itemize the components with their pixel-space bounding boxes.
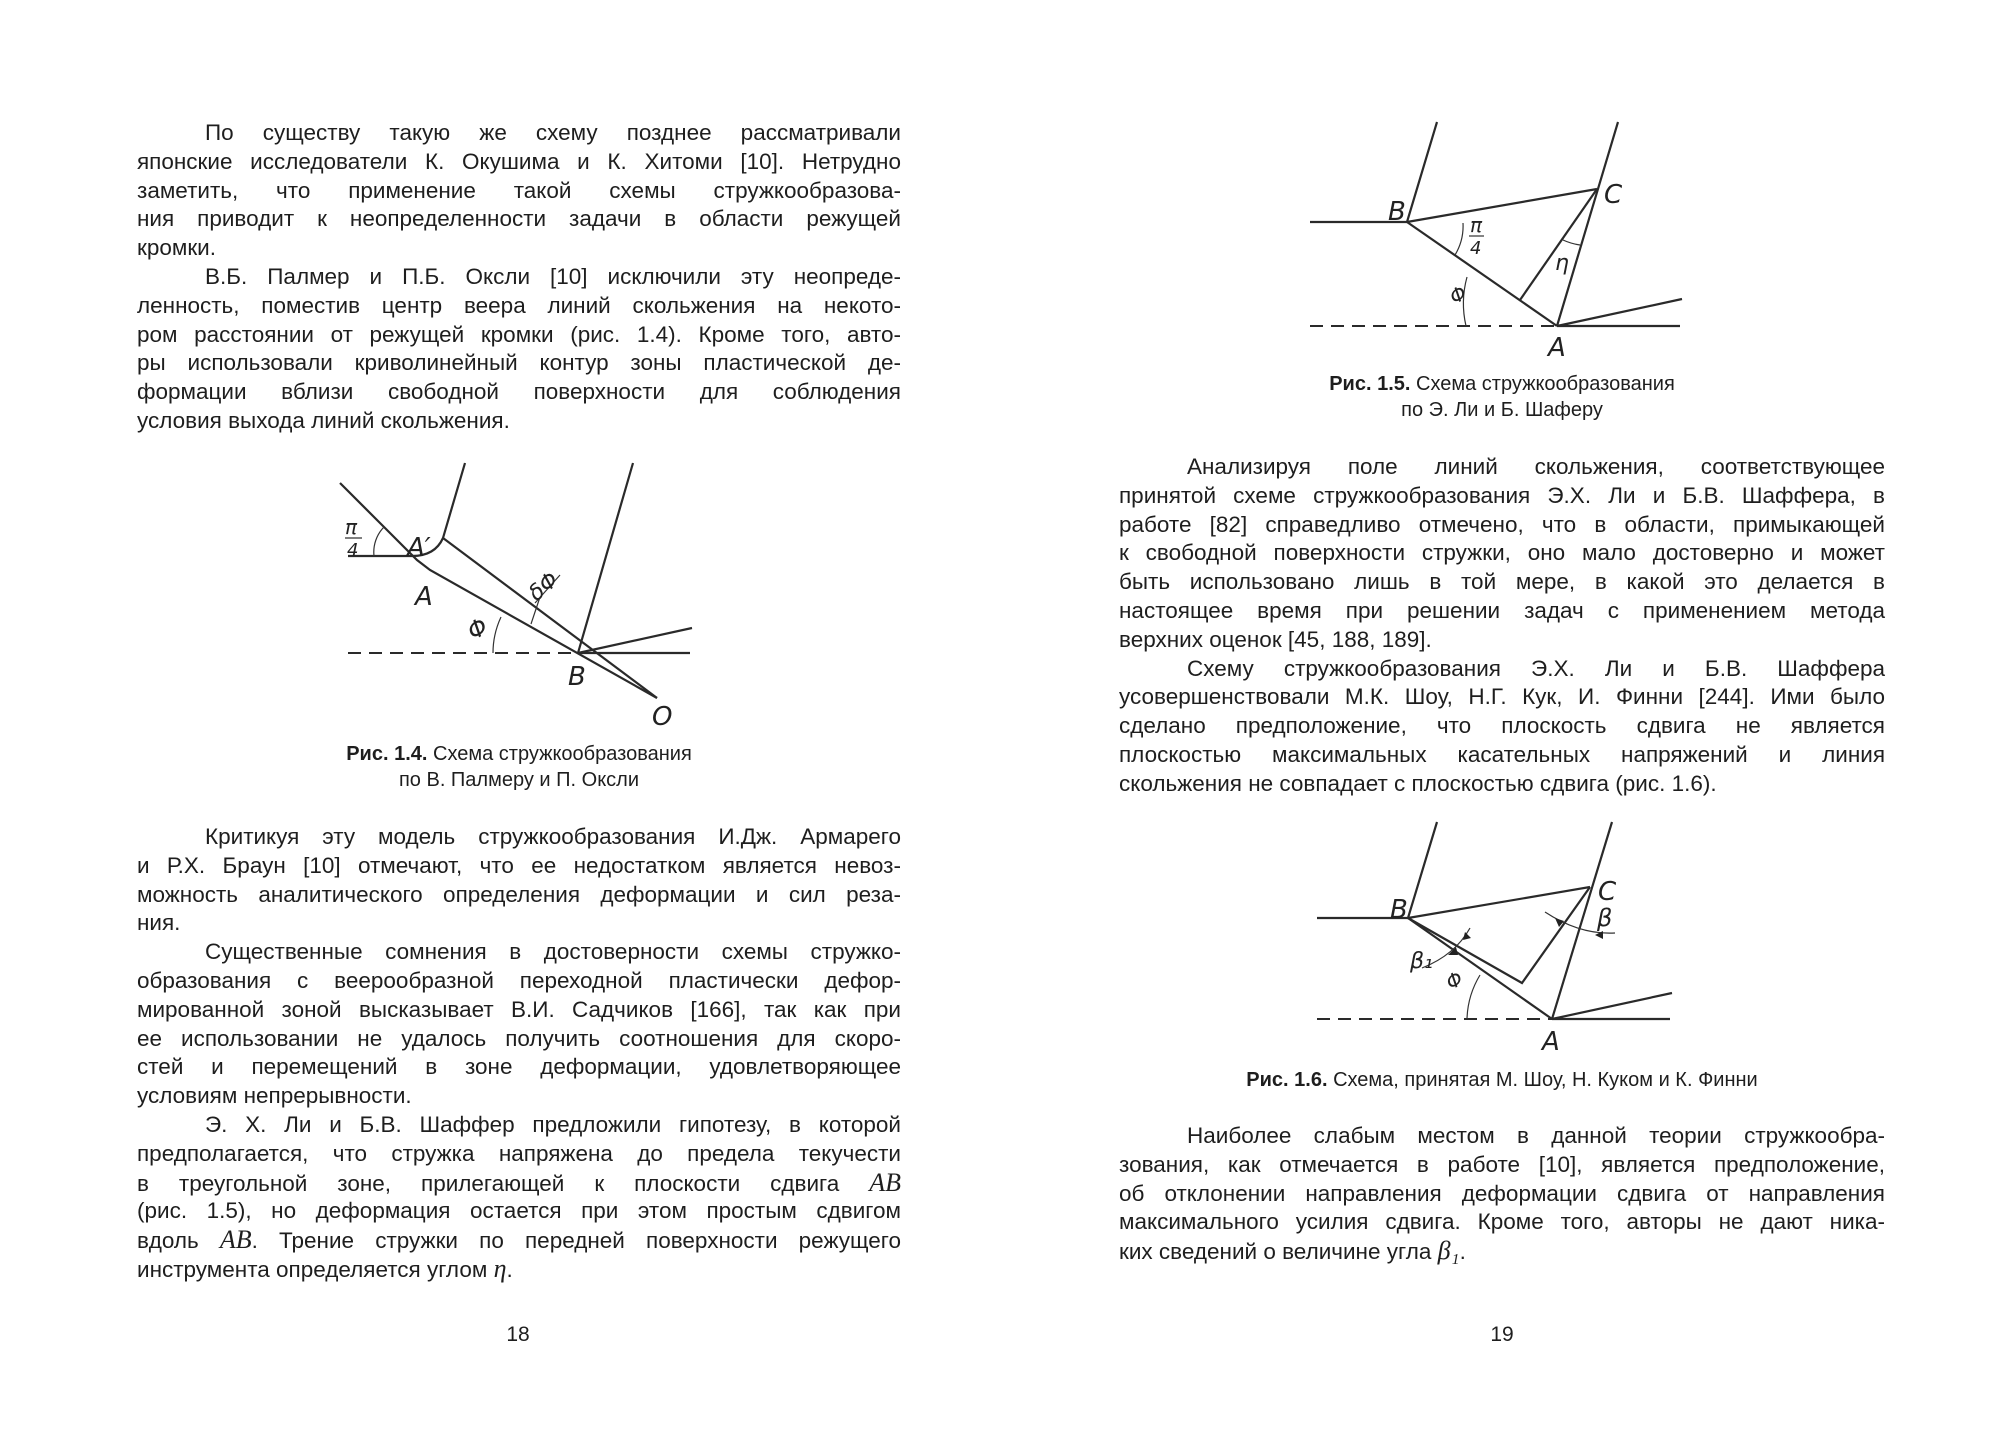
caption-line2: по Э. Ли и Б. Шаферу	[1401, 399, 1603, 421]
text-line: об отклонении направления деформации сдвига от направления	[1119, 1180, 1885, 1206]
figure-1-6-diagram	[1317, 822, 1672, 1057]
text-line: инструмента определяется углом η.	[137, 1253, 513, 1283]
text-line: ее использовании не удалось получить соотношения для скоро-	[137, 1025, 901, 1051]
label-a-prime: A′	[407, 533, 431, 563]
label-c: C	[1598, 877, 1617, 907]
label-o: O	[652, 702, 673, 732]
text-line: ния.	[137, 910, 181, 936]
text-line: заметить, что применение такой схемы стружкообразова-	[137, 177, 901, 203]
label-phi: Φ	[462, 612, 493, 646]
label-a: A	[415, 582, 433, 612]
text-line: к свободной поверхности стружки, оно мало достоверно и может	[1119, 540, 1885, 566]
text-line: формации вблизи свободной поверхности для соблюдения	[137, 379, 901, 405]
label-4: 4	[347, 540, 359, 561]
math-symbol: AB	[219, 1225, 252, 1255]
text-line: стей и перемещений в зоне деформации, удовлетворяющее	[137, 1054, 901, 1080]
text-line: ры использовали криволинейный контур зоны пластической де-	[137, 350, 901, 376]
text-line: вдоль AB. Трение стружки по передней поверхности режущего	[137, 1225, 901, 1255]
text-line: Наиболее слабым местом в данной теории стружкообра-	[1187, 1123, 1885, 1148]
label-dphi: δΦ	[524, 567, 564, 607]
text-line: верхних оценок [45, 188, 189].	[1119, 626, 1432, 652]
text-line: зования, как отмечается в работе [10], является предположение,	[1119, 1151, 1885, 1177]
text-line: кромки.	[137, 235, 217, 261]
text-line: в треугольной зоне, прилегающей к плоскости сдвига AB	[137, 1167, 901, 1197]
text-line: условия выхода линий скольжения.	[137, 407, 510, 433]
label-beta: β	[1597, 904, 1613, 932]
caption-label: Рис. 1.5.	[1329, 373, 1411, 395]
text-line: предполагается, что стружка напряжена до предела текучести	[137, 1140, 901, 1166]
label-b: B	[1390, 895, 1408, 925]
text-line: максимального усилия сдвига. Кроме того, авторы не дают ника-	[1119, 1209, 1885, 1235]
text-line: усовершенствовали М.К. Шоу, Н.Г. Кук, И. Финни [244]. Ими было	[1119, 684, 1885, 710]
text-line: Анализируя поле линий скольжения, соответствующее	[1187, 454, 1885, 479]
label-b: B	[1388, 197, 1406, 227]
text-line: можность аналитического определения деформации и сил реза-	[137, 881, 901, 907]
math-symbol: β₁	[1437, 1236, 1460, 1266]
label-4: 4	[1470, 238, 1482, 259]
label-pi: π	[1470, 213, 1483, 237]
caption-text: Схема, принятая М. Шоу, Н. Куком и К. Финни	[1327, 1069, 1758, 1091]
caption-text: Схема стружкообразования	[427, 743, 692, 765]
text-line: условиям непрерывности.	[137, 1083, 412, 1109]
text-line: сделано предположение, что плоскость сдвига не является	[1119, 713, 1885, 739]
text-line: (рис. 1.5), но деформация остается при этом простым сдвигом	[137, 1198, 901, 1224]
text-line: образования с веерообразной переходной пластически дефор-	[137, 967, 901, 993]
text-line: работе [82] справедливо отмечено, что в области, примыкающей	[1119, 511, 1885, 537]
text-line: ленность, поместив центр веера линий скольжения на некото-	[137, 292, 901, 318]
label-phi: Φ	[1445, 280, 1471, 310]
label-eta: η	[1555, 251, 1569, 276]
page-number-left: 18	[506, 1323, 530, 1346]
math-symbol: η	[493, 1253, 507, 1283]
page-number-right: 19	[1490, 1323, 1514, 1346]
text-line: настоящее время при решении задач с применением метода	[1119, 597, 1885, 623]
text-line: и Р.Х. Браун [10] отмечают, что ее недостатком является невоз-	[137, 852, 901, 878]
text-line: ких сведений о величине угла β₁.	[1119, 1236, 1466, 1266]
text-line: Критикуя эту модель стружкообразования И.Дж. Армарего	[205, 824, 901, 849]
label-pi: π	[345, 515, 358, 539]
text-line: скольжения не совпадает с плоскостью сдвига (рис. 1.6).	[1119, 770, 1717, 796]
text-line: Э. Х. Ли и Б.В. Шаффер предложили гипотезу, в которой	[205, 1111, 901, 1137]
caption-line2: по В. Палмеру и П. Оксли	[398, 769, 640, 791]
figure-1-4-diagram	[340, 463, 692, 732]
label-a: A	[1542, 1027, 1560, 1057]
text-line: ния приводит к неопределенности задачи в области режущей	[137, 206, 901, 232]
label-b: B	[568, 662, 586, 692]
text-line: японские исследователи К. Окушима и К. Хитоми [10]. Нетрудно	[137, 148, 901, 174]
caption-label: Рис. 1.6.	[1246, 1069, 1328, 1091]
caption-label: Рис. 1.4.	[346, 743, 428, 765]
label-a: A	[1548, 333, 1566, 363]
text-line: В.Б. Палмер и П.Б. Оксли [10] исключили эту неопреде-	[205, 263, 901, 289]
text-line: ром расстоянии от режущей кромки (рис. 1.4). Кроме того, авто-	[137, 321, 901, 347]
text-line: По существу такую же схему позднее рассматривали	[205, 120, 901, 145]
text-line: Существенные сомнения в достоверности схемы стружко-	[205, 939, 901, 965]
text-line: Схему стружкообразования Э.Х. Ли и Б.В. Шаффера	[1187, 655, 1885, 681]
figure-1-5-diagram	[1310, 122, 1682, 363]
math-symbol: AB	[869, 1167, 901, 1197]
text-line: мированной зоной высказывает В.И. Садчиков [166], так как при	[137, 996, 901, 1022]
text-line: быть использовано лишь в той мере, в какой это делается в	[1119, 569, 1885, 595]
caption-text: Схема стружкообразования	[1410, 373, 1675, 395]
label-phi: Φ	[1441, 966, 1468, 995]
text-line: плоскостью максимальных касательных напряжений и линия	[1119, 741, 1885, 767]
label-c: C	[1604, 180, 1623, 210]
label-beta1: β₁	[1410, 949, 1433, 974]
text-line: принятой схеме стружкообразования Э.Х. Ли и Б.В. Шаффера, в	[1119, 482, 1885, 508]
